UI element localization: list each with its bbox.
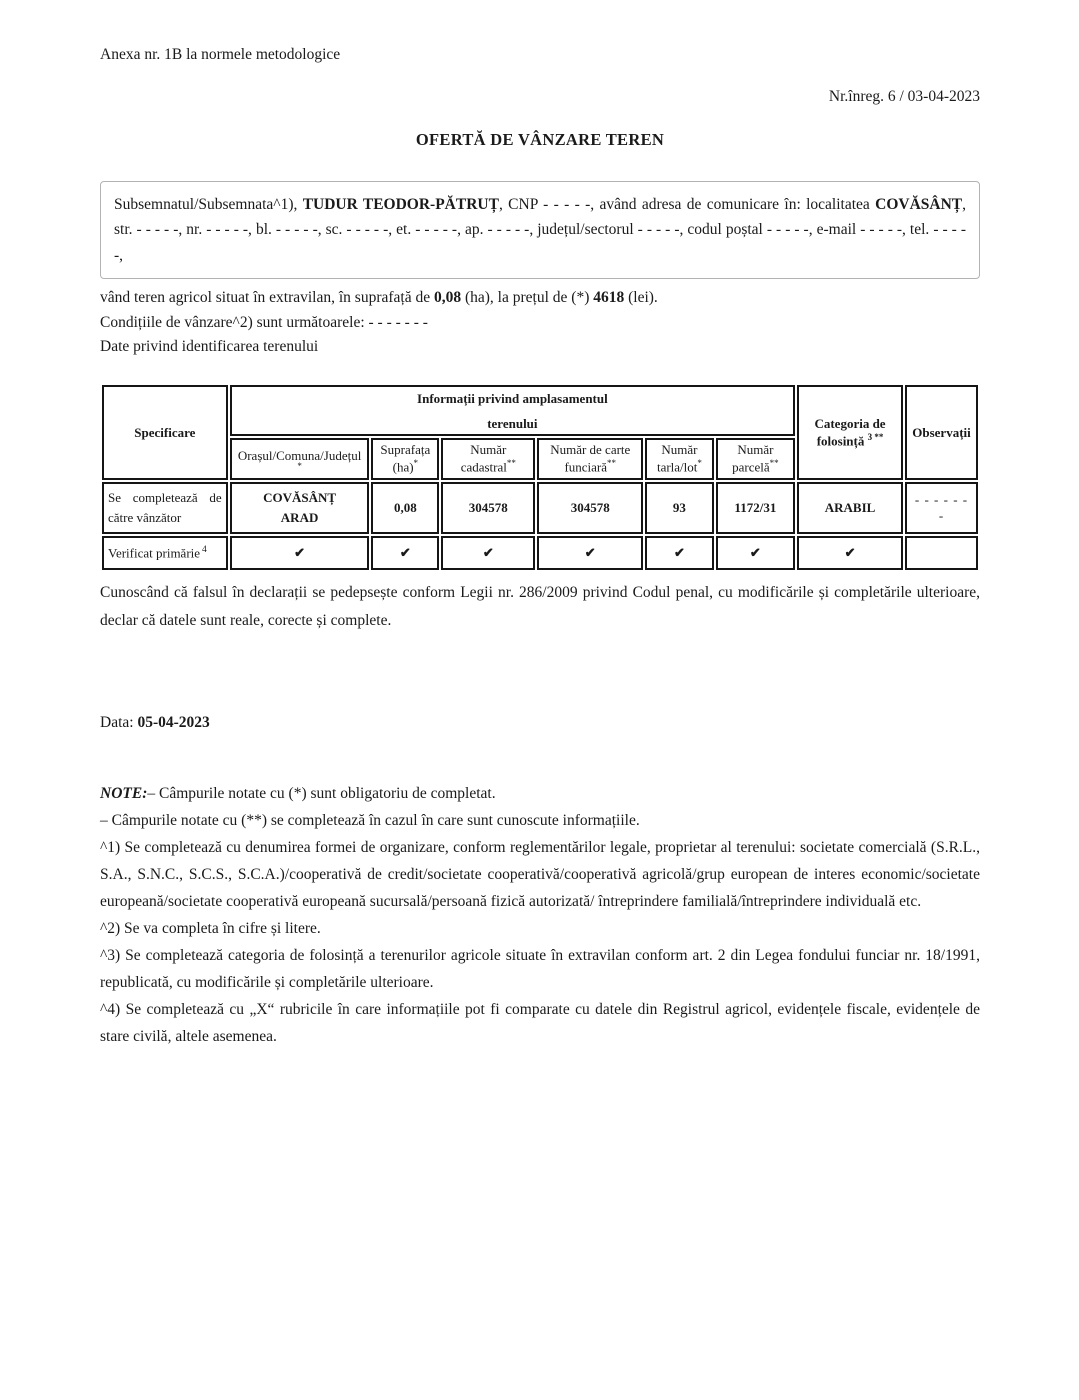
intro-text-1: Subsemnatul/Subsemnata^1), [114, 196, 303, 213]
header-group-amplasament [230, 385, 795, 436]
header-categoria-folosinta [797, 385, 903, 480]
header-tarla-lot [645, 438, 714, 480]
note-title: NOTE: [100, 785, 148, 803]
check-area: ✔ [371, 536, 439, 570]
header-tarla-sup: * [697, 458, 702, 469]
footnote-2: ^2) Se va completa în cifre și litere. [100, 919, 321, 937]
cell-observations: - - - - - - - [905, 482, 978, 534]
check-locality: ✔ [230, 536, 370, 570]
sale-text-2: (ha), la prețul de (*) [461, 288, 594, 306]
seller-name: TUDUR TEODOR-PĂTRUȚ [302, 196, 499, 213]
conditions-line: Condițiile de vânzare^2) sunt următoarele: - - - - - - - [100, 313, 428, 331]
header-categoria-sup: 3 ** [867, 431, 884, 442]
header-parcela-label: Număr parcelă [732, 442, 774, 475]
header-numar-cadastral [441, 438, 535, 480]
date-value: 05-04-2023 [137, 714, 210, 732]
price-value: 4618 [593, 288, 625, 306]
seller-row-label: Se completează de către vânzător [102, 482, 228, 534]
check-cadastral: ✔ [441, 536, 535, 570]
footnote-3: ^3) Se completează categoria de folosință a terenurilor agricole situate în extravilan conform art. 2 din Legea fondului funciar nr. 18/1991, republicată, cu modificările și completările ulterioare. [100, 946, 980, 991]
area-value: 0,08 [433, 288, 462, 306]
cell-locality-line2: ARAD [280, 509, 319, 525]
note-1-text: – Câmpurile notate cu (*) sunt obligatoriu de completat. [147, 785, 496, 803]
date-line [100, 714, 980, 732]
footnote-4: ^4) Se completează cu „X“ rubricile în care informațiile pot fi comparate cu datele din Registrul agricol, evidențele fiscale, evidențele de stare civilă, altele asemenea. [100, 1000, 980, 1045]
footnote-1: ^1) Se completează cu denumirea formei de organizare, conform reglementărilor legale, proprietar al terenului: societate comercială (S.R.L., S.A., S.N.C., S.C.S., S.C.A.)/cooperativă de credit/societate cooperativă/cooperativă agricolă/grup european de interes economic/societate europeană/societate cooperativă europeană sucursală/persoană fizică autorizată/ întreprindere familială/întreprindere individuală etc. [100, 839, 980, 910]
note-line-2: – Câmpurile notate cu (**) se completează în cazul în care sunt cunoscute informațiile. [100, 812, 640, 830]
header-tarla-label: Număr tarla/lot [656, 442, 698, 475]
sale-text-3: (lei). [624, 288, 658, 306]
check-observations-empty [905, 536, 978, 570]
header-parcela-sup: ** [769, 458, 779, 469]
date-label: Data: [100, 714, 138, 732]
cell-category: ARABIL [797, 482, 903, 534]
header-oras-comuna-judet [230, 438, 370, 480]
cell-locality [230, 482, 370, 534]
land-identification-table [100, 383, 980, 572]
check-category: ✔ [797, 536, 903, 570]
header-suprafata-label: Suprafața (ha) [380, 442, 431, 475]
cell-tarla: 93 [645, 482, 714, 534]
intro-text-3: , str. - - - - -, nr. - - - - -, bl. - - - - -, sc. - - - - -, et. - - - - -, ap. - - - - -, județul/sectorul - - - - -, codul poștal - - - - -, e-mail - - - - -, tel. - - - - -, [114, 196, 966, 264]
header-suprafata-sup: * [413, 458, 419, 469]
registration-number: Nr.înreg. 6 / 03-04-2023 [828, 88, 980, 105]
verify-label-text: Verificat primărie [108, 545, 201, 561]
land-id-line: Date privind identificarea terenului [100, 338, 319, 356]
verification-row [102, 536, 978, 570]
document-title: OFERTĂ DE VÂNZARE TEREN [415, 130, 665, 149]
annex-note: Anexa nr. 1B la normele metodologice [100, 46, 341, 63]
cell-parcel: 1172/31 [716, 482, 795, 534]
header-oras-sup: * [297, 461, 302, 472]
cell-area: 0,08 [371, 482, 439, 534]
sale-line [100, 286, 980, 311]
pre-table-paragraphs [100, 286, 980, 360]
header-group-line2: terenului [487, 416, 538, 432]
header-parcela [716, 438, 795, 480]
seller-data-row [102, 482, 978, 534]
subscriber-info-box [100, 181, 980, 279]
declaration-paragraph: Cunoscând că falsul în declarații se pedepsește conform Legii nr. 286/2009 privind Codul penal, cu modificările și completările ulterioare, declar că datele sunt reale, corecte și complete. [100, 583, 980, 629]
header-cadastral-label: Număr cadastral [460, 442, 507, 475]
verify-row-label [102, 536, 228, 570]
check-tarla: ✔ [645, 536, 714, 570]
header-carte-label: Număr de carte funciară [550, 442, 631, 475]
check-parcel: ✔ [716, 536, 795, 570]
header-cadastral-sup: ** [506, 458, 516, 469]
header-observatii: Observații [905, 385, 978, 480]
intro-text-2: , CNP - - - - -, având adresa de comunicare în: localitatea [498, 196, 876, 213]
note-line-1 [100, 781, 980, 808]
cell-land-book: 304578 [537, 482, 643, 534]
header-carte-funciara [537, 438, 643, 480]
sale-text-1: vând teren agricol situat în extravilan, în suprafață de [100, 288, 434, 306]
notes-section [100, 781, 980, 1051]
cell-cadastral: 304578 [441, 482, 535, 534]
header-specificare: Specificare [102, 385, 228, 480]
header-carte-sup: ** [607, 458, 617, 469]
header-categoria-label: Categoria de folosință [814, 415, 886, 449]
header-suprafata [371, 438, 439, 480]
cell-locality-line1: COVĂSÂNȚ [263, 490, 337, 506]
check-land-book: ✔ [537, 536, 643, 570]
verify-label-sup: 4 [202, 544, 207, 555]
locality-name: COVĂSÂNȚ [875, 196, 963, 213]
header-oras-label: Orașul/Comuna/Județul [237, 448, 362, 464]
header-group-line1: Informații privind amplasamentul [417, 391, 608, 407]
